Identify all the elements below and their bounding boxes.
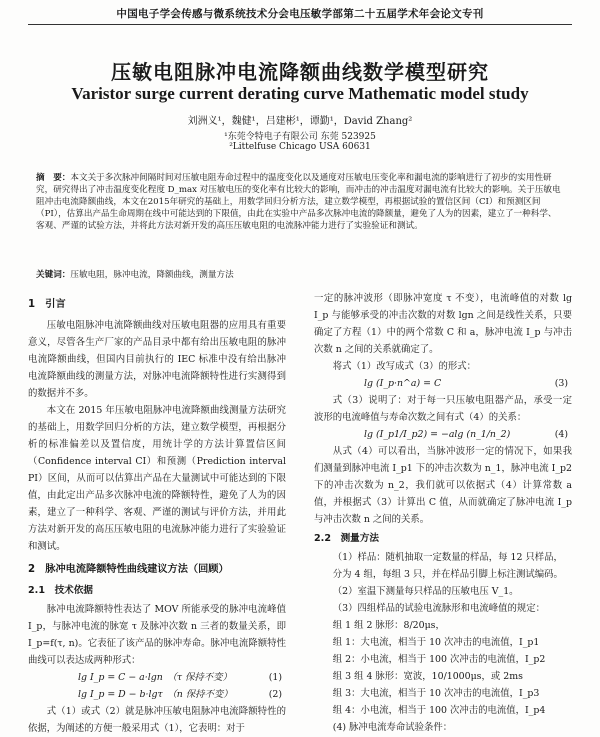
equation-text: lg I_p = C − a·lgn （τ 保持不变） xyxy=(78,672,232,683)
equation-text: lg I_p = D − b·lgτ （n 保持不变） xyxy=(78,689,233,700)
paragraph: 一定的脉冲波形（即脉冲宽度 τ 不变），电流峰值的对数 lg I_p 与能够承受的冲击次数的对数 lgn 之间是线性关系，只要确定了方程（1）中的两个常数 C 和 a，脉冲电流 I_p 与冲击次数 n 之间的关系就确定了。 xyxy=(314,293,572,355)
equation-2 xyxy=(28,686,286,703)
running-head: 中国电子学会传感与微系统技术分会电压敏学部第二十五届学术年会论文专刊 xyxy=(116,8,484,20)
equation-3 xyxy=(314,375,572,392)
equation-number: (3) xyxy=(554,378,568,389)
paragraph: 本文在 2015 年压敏电阻脉冲电流降额曲线测量方法研究的基础上，用数学回归分析的方法，建立数学模型，再根据分析的标准偏差以及置信度，用统计学的方法计算置信区间（Confidence interval CI）和预测（Prediction interval PI）区间，从而可以估算出产品在大量测试中可能达到的下限值，由此定出产品多次脉冲电流的降额特性，避免了人为的因素，建立了一种科学、客观、严谨的测试与评价方法，并用此方法对新开发的高压压敏电阻的电流脉冲能力进行了实验验证和测试。 xyxy=(28,405,286,552)
keywords xyxy=(36,268,564,280)
author-list: 刘洲义¹，魏健¹，吕建彬¹，谭勤¹，David Zhang² xyxy=(187,116,413,127)
equation-number: (2) xyxy=(268,689,282,700)
equation-4 xyxy=(314,426,572,443)
paragraph: 式（3）说明了：对于每一只压敏电阻器产品，承受一定波形的电流峰值与寿命次数之间有式（4）的关系： xyxy=(314,395,572,423)
equation-1 xyxy=(28,669,286,686)
keywords-label: 关键词： xyxy=(36,270,71,280)
paragraph: 脉冲电流降额特性表达了 MOV 所能承受的脉冲电流峰值 I_p，与脉冲电流的脉宽 τ 及脉冲次数 n 三者的数量关系，即 I_p=f(τ, n)。它表征了该产品的脉冲寿命。脉冲电流降额特性曲线可以表达成两种形式： xyxy=(28,604,286,666)
section-2-heading: 2 脉冲电流降额特性曲线建议方法（回顾） xyxy=(28,564,229,575)
paragraph: 从式（4）可以看出，当脉冲波形一定的情况下，如果我们测量到脉冲电流 I_p1 下的冲击次数为 n_1，脉冲电流 I_p2 下的冲击次数为 n_2，我们就可以依据式（4）计算常数 a 值，并根据式（3）计算出 C 值，从而就确定了脉冲电流 I_p 与冲击次数 n 之间的关系。 xyxy=(314,446,572,525)
right-column xyxy=(314,290,572,736)
section-1-heading: 1 引言 xyxy=(28,299,66,310)
page-title-english: Varistor surge current derating curve Mathematic model study xyxy=(71,84,529,103)
abstract-text: 本文关于多次脉冲间隔时间对压敏电阻寿命过程中的温度变化以及通度对压敏电压变化率和漏电流的影响进行了初步的实用性研究，研究得出了冲击温度变化程度 D_max 对压敏电压的变化率有比较大的影响，而冲击的冲击温度对漏电流有比较大的影响。关于压敏电阻冲击电流降额曲线，本文在2015年研究的基础上，用数学回归分析方法，建立数学模型，再根据试验的置信区间（CI）和预测区间（PI），估算出产品生命周期在线中可能达到的下限值，由此在实验中产品多次脉冲电流的降额量，避免了人为的因素，建立了一种科学、客观、严谨的试验方法，并将此方法对新开发的高压压敏电阻的电流脉冲能力进行了实验验证和测试。 xyxy=(36,173,561,231)
equation-number: (4) xyxy=(554,429,568,440)
list-item: （1）样品：随机抽取一定数量的样品，每 12 只样品，分为 4 组，每组 3 只，并在样品引脚上标注测试编码。 xyxy=(332,552,563,580)
list-item: (4) 脉冲电流寿命试验条件： xyxy=(332,722,453,733)
list-item: （3）四组样品的试验电流脉形和电流峰值的规定： xyxy=(332,603,546,614)
paragraph: 式（1）或式（2）就是脉冲压敏电阻脉冲电流降额特性的依据，为阐述的方便一般采用式（1），它表明：对于 xyxy=(28,706,286,734)
equation-text: lg (I_p1/I_p2) = −alg (n_1/n_2) xyxy=(364,429,511,440)
list-item: 组 3：大电流，相当于 10 次冲击的电流值，I_p3 xyxy=(332,688,540,699)
equation-text: lg (I_p·n^a) = C xyxy=(364,378,442,389)
list-item: 组 1 组 2 脉形：8/20μs， xyxy=(332,620,445,631)
list-item: （2）室温下测量每只样品的压敏电压 V_1。 xyxy=(332,586,519,597)
list-item: 组 3 组 4 脉形：宽波，10/1000μs，或 2ms xyxy=(332,671,523,682)
paragraph: 压敏电阻脉冲电流降额曲线对压敏电阻器的应用具有重要意义，尽管各生产厂家的产品目录中都有给出压敏电阻的脉冲电流降额曲线，但国内目前执行的 IEC 标准中没有给出脉冲电流降额曲线的测量方法，对脉冲电流降额特性进行实测得到的数据并不多。 xyxy=(28,320,286,399)
abstract xyxy=(36,172,564,232)
list-item: 组 4：小电流，相当于 100 次冲击的电流值，I_p4 xyxy=(332,705,546,716)
equation-number: (1) xyxy=(268,672,282,683)
section-2-1-heading: 2.1 技术依据 xyxy=(28,585,93,596)
header-rule xyxy=(28,24,572,25)
paragraph: 将式（1）改写成式（3）的形式： xyxy=(332,361,476,372)
keywords-text: 压敏电阻，脉冲电流，降额曲线，测量方法 xyxy=(70,270,234,280)
affiliation-2: ²Littelfuse Chicago USA 60631 xyxy=(229,142,371,152)
left-column xyxy=(28,290,286,737)
affiliation-1: ¹东莞令特电子有限公司 东莞 523925 xyxy=(224,132,376,142)
abstract-label: 摘 要： xyxy=(36,173,71,183)
page-title: 压敏电阻脉冲电流降额曲线数学模型研究 xyxy=(111,60,489,84)
section-2-2-heading: 2.2 测量方法 xyxy=(314,533,379,544)
list-item: 组 1：大电流，相当于 10 次冲击的电流值，I_p1 xyxy=(332,637,540,648)
list-item: 组 2：小电流，相当于 100 次冲击的电流值，I_p2 xyxy=(332,654,546,665)
